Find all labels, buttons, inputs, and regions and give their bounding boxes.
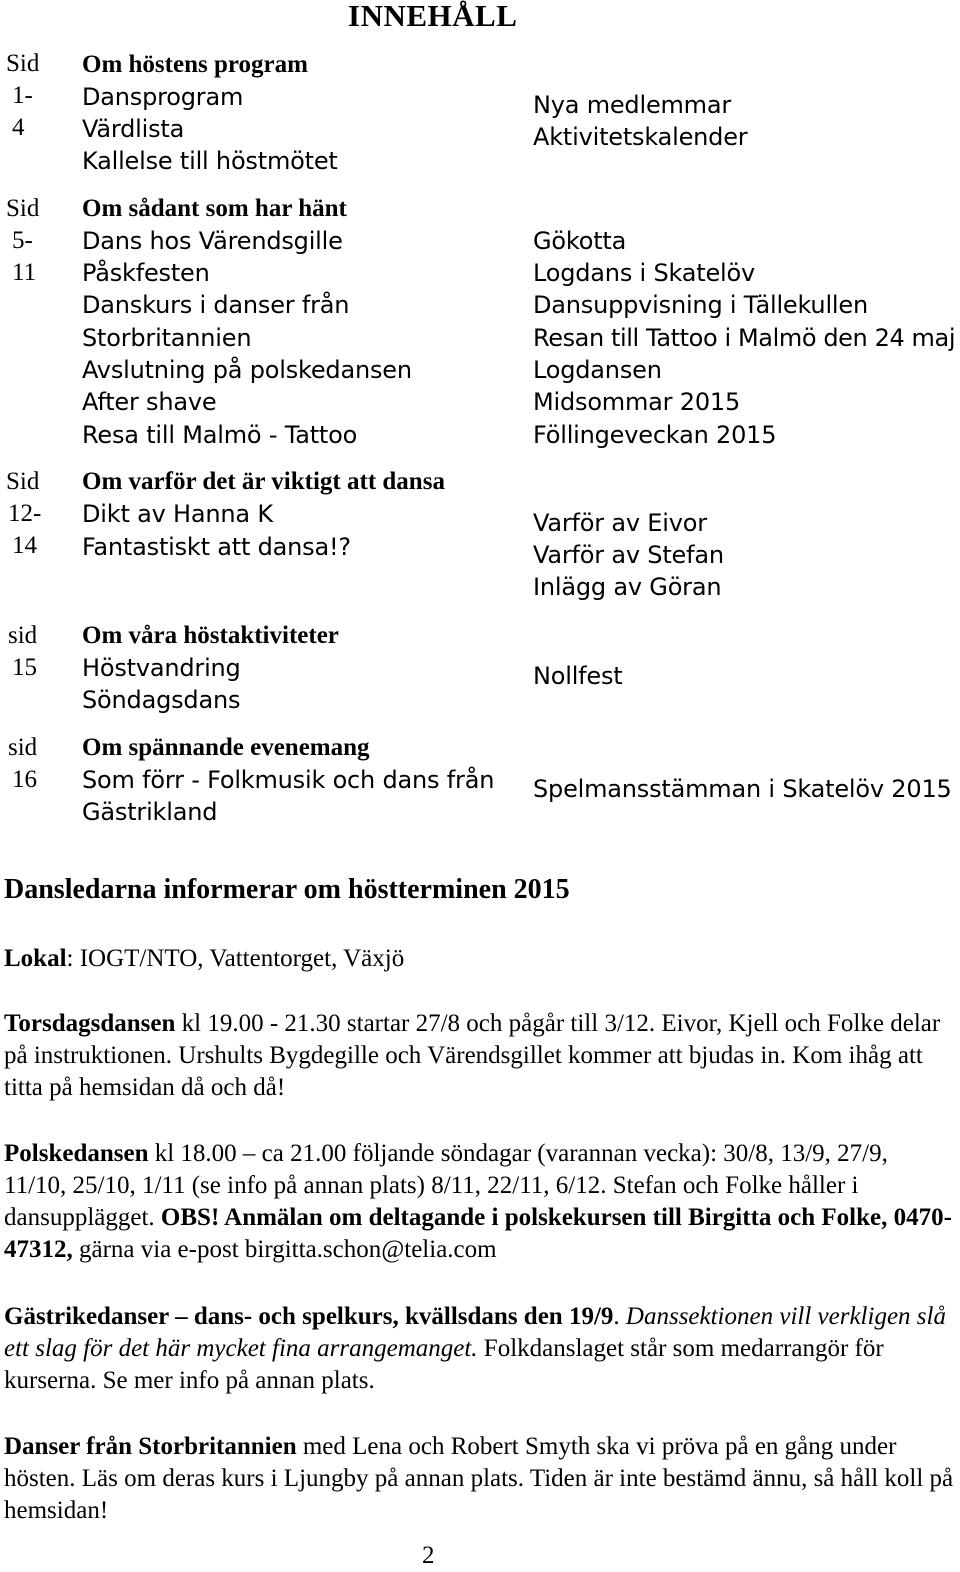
item: Logdans i Skatelöv: [533, 259, 755, 287]
sid-range-end: 11: [12, 259, 37, 286]
item: After shave: [82, 388, 217, 416]
item: Värdlista: [82, 115, 185, 143]
lokal-paragraph: [4, 943, 956, 975]
gastrike-dot: .: [613, 1303, 620, 1330]
section-heading: Om höstens program: [82, 51, 308, 78]
section-heading: Om varför det är viktigt att dansa: [82, 468, 445, 495]
item: Gästrikland: [82, 798, 218, 826]
item: Kallelse till höstmötet: [82, 147, 338, 175]
item: Dansprogram: [82, 83, 244, 111]
lokal-label: Lokal: [4, 945, 67, 972]
section-heading: Om sådant som har hänt: [82, 195, 347, 222]
torsdag-text: kl 19.00 - 21.30 startar 27/8 och pågår till 3/12. Eivor, Kjell och Folke delar på instruktionen. Urshults Bygdegille och Värendsgillet kommer att bjudas in. Kom ihåg att titta på hemsidan då och då!: [4, 1010, 941, 1101]
item: Höstvandring: [82, 654, 241, 682]
danser-text: med Lena och Robert Smyth ska vi pröva på en gång under hösten. Läs om deras kurs i Ljungby på annan plats. Tiden är inte bestämd ännu, så håll koll på hemsidan!: [4, 1433, 954, 1524]
item: Varför av Stefan: [533, 541, 724, 569]
danser-label: Danser från Storbritannien: [4, 1433, 297, 1460]
sid-range-end: 14: [12, 532, 37, 559]
item: Midsommar 2015: [533, 388, 741, 416]
page-number: 2: [422, 1542, 435, 1569]
polske-text: kl 18.00 – ca 21.00 följande söndagar (varannan vecka): 30/8, 13/9, 27/9, 11/10, 25/10, 1/11 (se info på annan plats) 8/11, 22/11, 6/12. Stefan och Folke håller i dansupplägget.: [4, 1140, 888, 1231]
sid-label: sid: [8, 734, 38, 761]
polske-paragraph: [4, 1138, 956, 1266]
item: Inlägg av Göran: [533, 573, 722, 601]
torsdag-paragraph: [4, 1008, 956, 1104]
item: Aktivitetskalender: [533, 123, 748, 151]
gastrike-italic: Danssektionen vill verkligen slå ett slag för det här mycket fina arrangemanget.: [4, 1303, 946, 1362]
item: Dikt av Hanna K: [82, 500, 273, 528]
item: Resan till Tattoo i Malmö den 24 maj: [533, 324, 956, 352]
info-title: Dansledarna informerar om höstterminen 2015: [4, 874, 570, 905]
polske-tail: gärna via e-post birgitta.schon@telia.com: [72, 1236, 497, 1263]
item: Dans hos Värendsgille: [82, 227, 343, 255]
sid-range: 15: [12, 654, 37, 681]
torsdag-label: Torsdagsdansen: [4, 1010, 176, 1037]
gastrike-paragraph: [4, 1301, 956, 1397]
sid-label: sid: [8, 622, 38, 649]
item: Danskurs i danser från: [82, 291, 350, 319]
item: Varför av Eivor: [533, 509, 707, 537]
sid-range-start: 5-: [12, 227, 33, 254]
item: Påskfesten: [82, 259, 210, 287]
polske-label: Polskedansen: [4, 1140, 149, 1167]
item: Dansuppvisning i Tällekullen: [533, 291, 868, 319]
item: Nollfest: [533, 662, 623, 690]
danser-paragraph: [4, 1431, 956, 1527]
sid-range-start: 1-: [12, 82, 33, 109]
item: Fantastiskt att dansa!?: [82, 533, 351, 561]
gastrike-label: Gästrikedanser – dans- och spelkurs, kvällsdans den 19/9: [4, 1303, 614, 1330]
sid-label: Sid: [6, 195, 40, 222]
item: Avslutning på polskedansen: [82, 356, 412, 384]
item: Söndagsdans: [82, 686, 241, 714]
item: Som förr - Folkmusik och dans från: [82, 766, 495, 794]
item: Nya medlemmar: [533, 91, 732, 119]
section-heading: Om spännande evenemang: [82, 734, 370, 761]
contents-title: INNEHÅLL: [348, 0, 518, 33]
item: Resa till Malmö - Tattoo: [82, 421, 358, 449]
item: Gökotta: [533, 227, 627, 255]
sid-label: Sid: [6, 50, 40, 77]
item: Logdansen: [533, 356, 662, 384]
sid-label: Sid: [6, 468, 40, 495]
lokal-text: : IOGT/NTO, Vattentorget, Växjö: [66, 945, 405, 972]
polske-obs: OBS! Anmälan om deltagande i polskekursen till Birgitta och Folke, 0470-47312,: [4, 1204, 952, 1263]
section-heading: Om våra höstaktiviteter: [82, 622, 339, 649]
sid-range-start: 12-: [8, 500, 42, 527]
sid-range-end: 4: [12, 114, 25, 141]
item: Spelmansstämman i Skatelöv 2015: [533, 775, 952, 803]
item: Föllingeveckan 2015: [533, 421, 777, 449]
sid-range: 16: [12, 766, 37, 793]
gastrike-tail: Folkdanslaget står som medarrangör för kurserna. Se mer info på annan plats.: [4, 1335, 884, 1394]
item: Storbritannien: [82, 324, 252, 352]
